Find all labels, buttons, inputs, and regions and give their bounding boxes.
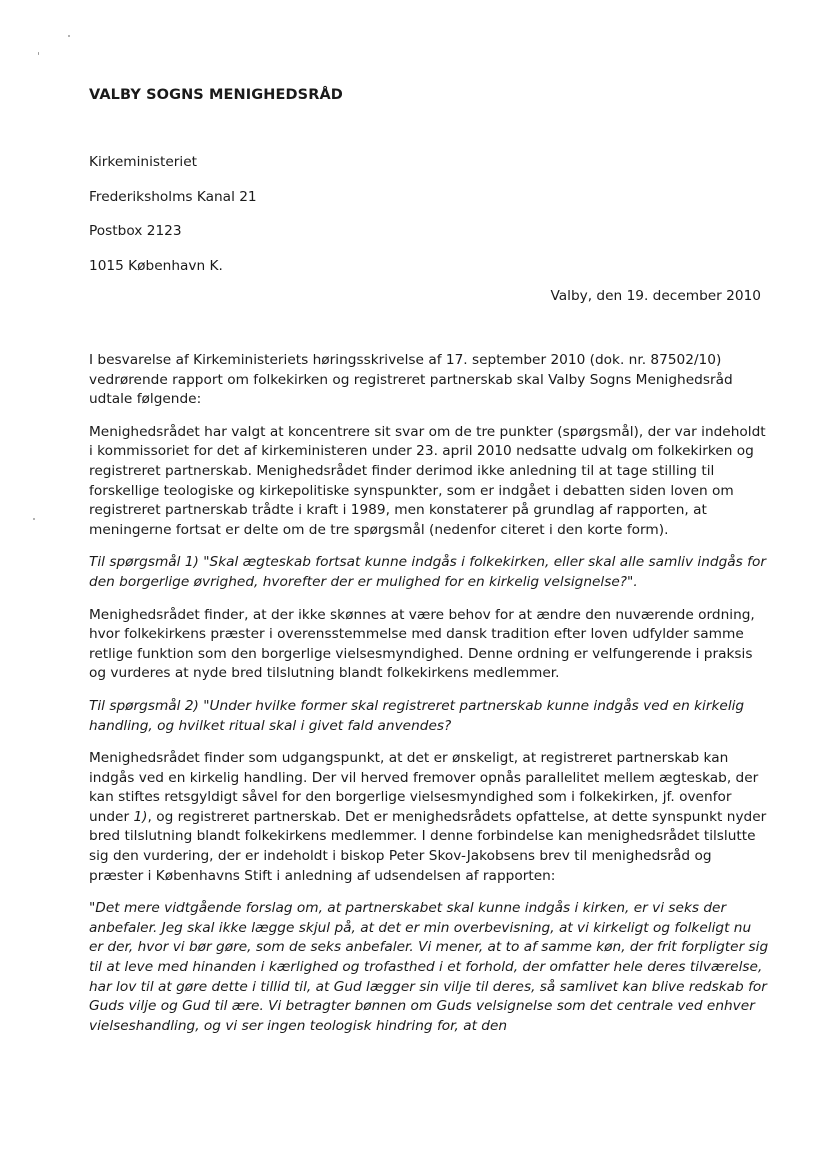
question-2: Til spørgsmål 2) "Under hvilke former skal registreret partnerskab kunne indgås ved en kirkelig handling, og hvilket ritual skal i givet fald anvendes? bbox=[89, 697, 745, 734]
dateline: Valby, den 19. december 2010 bbox=[550, 288, 761, 304]
recipient-name: Kirkeministeriet bbox=[89, 154, 198, 170]
scan-speck bbox=[33, 518, 35, 520]
question-1: Til spørgsmål 1) "Skal ægteskab fortsat kunne indgås i folkekirken, eller skal alle samliv indgås for den borgerlige øvrighed, hvorefter der er mulighed for en kirkelig velsignelse?". bbox=[89, 554, 766, 590]
letter-body bbox=[89, 351, 769, 1049]
scan-speck bbox=[68, 35, 70, 37]
sender-heading: VALBY SOGNS MENIGHEDSRÅD bbox=[89, 87, 343, 103]
bishop-quote: "Det mere vidtgående forslag om, at partnerskabet skal kunne indgås i kirken, er vi seks der anbefaler. Jeg skal ikke lægge skjul på, at det er min overbevisning, at vi kirkeligt og folkeligt nu er der, hvor vi bør gøre, som de seks anbefaler. Vi mener, at to af samme køn, der frit forpligter sig til at leve med hinanden i kærlighed og trofasthed i et forhold, der omfatter hele deres tilværelse, har lov til at gøre dette i tillid til, at Gud lægger sin vilje til deres, så samlivet kan blive redskab for Guds vilje og Gud til ære. Vi betragter bønnen om Guds velsignelse som det centrale ved enhver vielseshandling, og vi ser ingen teologisk hindring for, at den bbox=[89, 900, 769, 1034]
paragraph-intro: I besvarelse af Kirkeministeriets høringsskrivelse af 17. september 2010 (dok. nr. 87502/10) vedrørende rapport om folkekirken og registreret partnerskab skal Valby Sogns Menighedsråd udtale følgende: bbox=[89, 352, 733, 408]
answer-2-reference: 1) bbox=[133, 808, 148, 825]
answer-2-part-b: , og registreret partnerskab. Det er menighedsrådets opfattelse, at dette synspunkt nyder bred tilslutning blandt folkekirkens medlemmer. I denne forbindelse kan menighedsrådet tilslutte sig den vurdering, der er indeholdt i biskop Peter Skov-Jakobsens brev til menighedsråd og præster i Københavns Stift i anledning af udsendelsen af rapporten: bbox=[89, 808, 767, 884]
recipient-street: Frederiksholms Kanal 21 bbox=[89, 188, 257, 205]
recipient-address bbox=[89, 153, 257, 292]
recipient-postbox: Postbox 2123 bbox=[89, 223, 182, 240]
answer-1: Menighedsrådet finder, at der ikke skønnes at være behov for at ændre den nuværende ordning, hvor folkekirkens præster i overensstemmelse med dansk tradition efter loven udfylder samme retlige funktion som den borgerlige vielsesmyndighed. Denne ordning er velfungerende i praksis og vurderes at nyde bred tilslutning blandt folkekirkens medlemmer. bbox=[89, 606, 755, 682]
answer-2-part-a: Menighedsrådet finder som udgangspunkt, at det er ønskeligt, at registreret partnerskab kan indgås ved en kirkelig handling. Der vil herved fremover opnås parallelitet mellem ægteskab, der kan stiftes retsgyldigt såvel for den borgerlige vielsesmyndighed som i folkekirken, jf. ovenfor under bbox=[89, 750, 759, 825]
recipient-city: 1015 København K. bbox=[89, 258, 223, 275]
scan-speck bbox=[38, 52, 39, 55]
paragraph-scope: Menighedsrådet har valgt at koncentrere sit svar om de tre punkter (spørgsmål), der var indeholdt i kommissoriet for det af kirkeministeren under 23. april 2010 nedsatte udvalg om folkekirken og registreret partnerskab. Menighedsrådet finder derimod ikke anledning til at tage stilling til forskellige teologiske og kirkepolitiske synspunkter, som er indgået i debatten siden loven om registreret partnerskab trådte i kraft i 1989, men konstaterer på grundlag af rapporten, at meningerne fortsat er delte om de tre spørgsmål (nedenfor citeret i den korte form). bbox=[89, 423, 766, 538]
answer-2 bbox=[89, 749, 769, 886]
